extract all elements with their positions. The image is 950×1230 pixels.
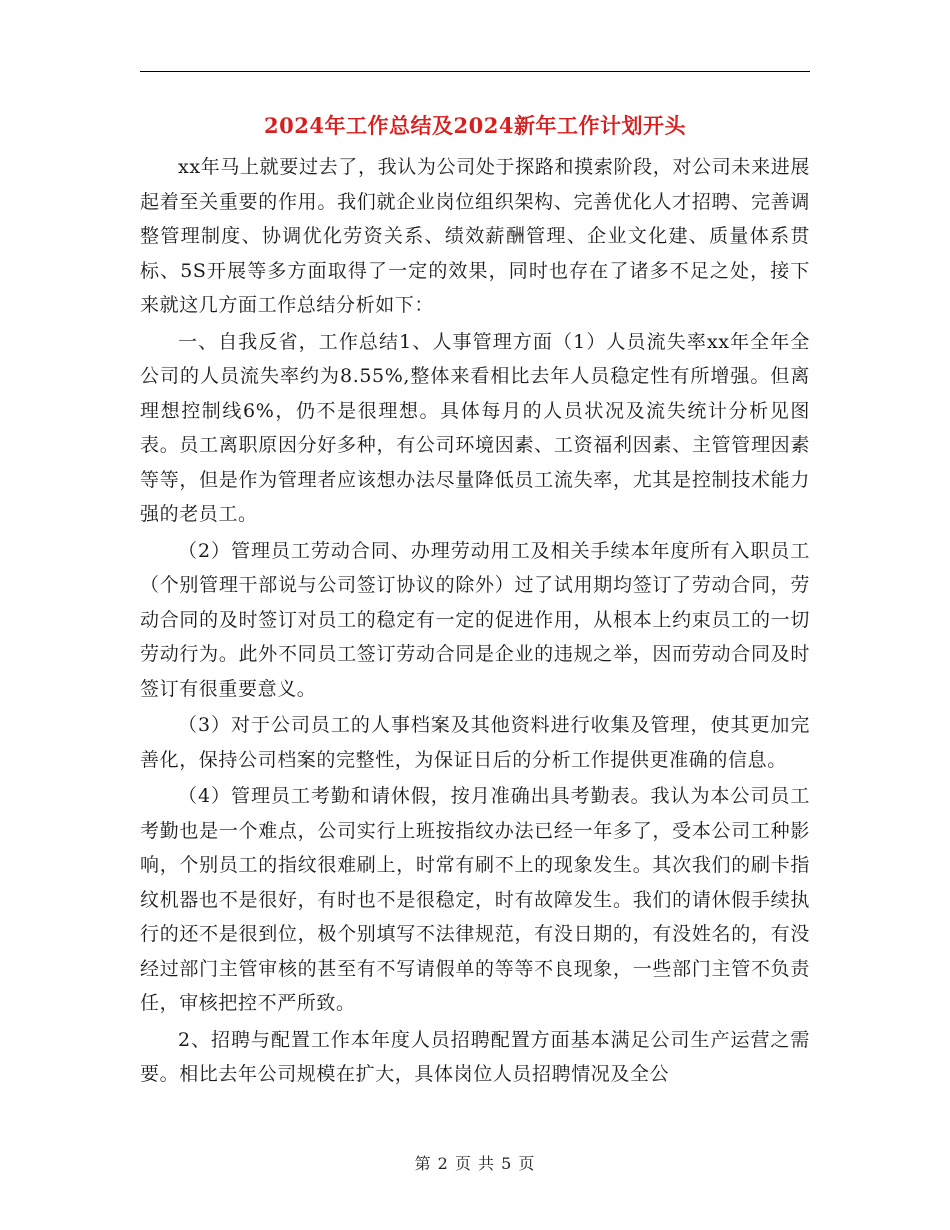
header-rule: [140, 71, 810, 72]
paragraph: （3）对于公司员工的人事档案及其他资料进行收集及管理，使其更加完善化，保持公司档案的完整性，为保证日后的分析工作提供更准确的信息。: [140, 714, 810, 771]
document-title: 2024年工作总结及2024新年工作计划开头: [264, 113, 686, 138]
document-body: [140, 150, 810, 1094]
paragraph: （2）管理员工劳动合同、办理劳动用工及相关手续本年度所有入职员工（个别管理干部说与公司签订协议的除外）过了试用期均签订了劳动合同，劳动合同的及时签订对员工的稳定有一定的促进作用，从根本上约束员工的一切劳动行为。此外不同员工签订劳动合同是企业的违规之举，因而劳动合同及时签订有很重要意义。: [140, 539, 810, 700]
paragraph: 一、自我反省，工作总结1、人事管理方面（1）人员流失率xx年全年全公司的人员流失率约为8.55%,整体来看相比去年人员稳定性有所增强。但离理想控制线6%，仍不是很理想。具体每月的人员状况及流失统计分析见图表。员工离职原因分好多种，有公司环境因素、工资福利因素、主管管理因素等等，但是作为管理者应该想办法尽量降低员工流失率，尤其是控制技术能力强的老员工。: [140, 330, 810, 525]
paragraph: 2、招聘与配置工作本年度人员招聘配置方面基本满足公司生产运营之需要。相比去年公司规模在扩大，具体岗位人员招聘情况及全公: [140, 1028, 810, 1085]
paragraph: xx年马上就要过去了，我认为公司处于探路和摸索阶段，对公司未来进展起着至关重要的作用。我们就企业岗位组织架构、完善优化人才招聘、完善调整管理制度、协调优化劳资关系、绩效薪酬管理、企业文化建、质量体系贯标、5S开展等多方面取得了一定的效果，同时也存在了诸多不足之处，接下来就这几方面工作总结分析如下：: [140, 156, 810, 316]
paragraph: （4）管理员工考勤和请休假，按月准确出具考勤表。我认为本公司员工考勤也是一个难点，公司实行上班按指纹办法已经一年多了，受本公司工种影响，个别员工的指纹很难刷上，时常有刷不上的现象发生。其次我们的刷卡指纹机器也不是很好，有时也不是很稳定，时有故障发生。我们的请休假手续执行的还不是很到位，极个别填写不法律规范，有没日期的，有没姓名的，有没经过部门主管审核的甚至有不写请假单的等等不良现象，一些部门主管不负责任，审核把控不严所致。: [140, 785, 810, 1014]
page-number: 第 2 页 共 5 页: [414, 1154, 536, 1173]
